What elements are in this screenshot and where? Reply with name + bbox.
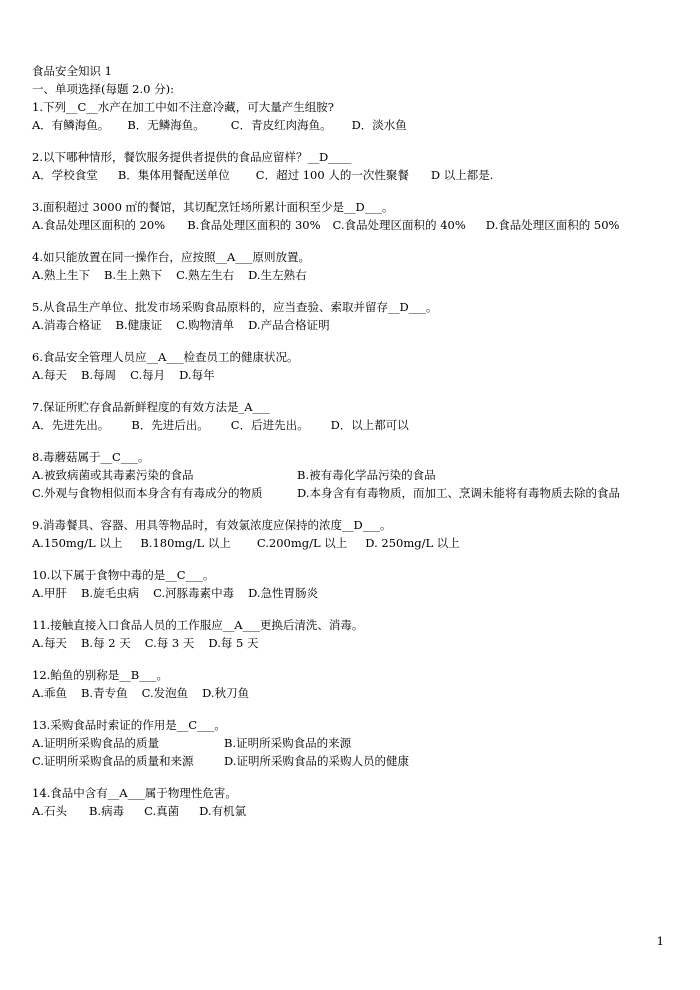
question-stem: 13.采购食品时索证的作用是__C___。 bbox=[32, 718, 226, 732]
option: B.青专鱼 bbox=[80, 686, 128, 700]
question-stem: 1.下列__C__水产在加工中如不注意冷藏，可大量产生组胺? bbox=[32, 100, 334, 114]
option: B．集体用餐配送单位 bbox=[117, 168, 230, 182]
option: A.甲肝 bbox=[32, 586, 67, 600]
option-row bbox=[32, 802, 672, 820]
option-row bbox=[32, 216, 672, 234]
option: C．超过 100 人的一次性聚餐 bbox=[255, 168, 409, 182]
option: C.200mg/L 以上 bbox=[256, 536, 348, 550]
question-stem: 4.如只能放置在同一操作台，应按照__A___原则放置。 bbox=[32, 250, 311, 264]
option: C.每月 bbox=[130, 368, 166, 382]
question bbox=[32, 298, 672, 334]
option: B.每周 bbox=[80, 368, 117, 382]
question-stem: 6.食品安全管理人员应__A___检查员工的健康状况。 bbox=[32, 350, 299, 364]
question bbox=[32, 616, 672, 652]
question bbox=[32, 516, 672, 552]
question-stem: 2.以下哪种情形，餐饮服务提供者提供的食品应留样？__D____ bbox=[32, 150, 352, 164]
option: D.每年 bbox=[179, 368, 215, 382]
document-page bbox=[32, 62, 672, 834]
option: C.发泡鱼 bbox=[141, 686, 189, 700]
question bbox=[32, 448, 672, 502]
option: B.每 2 天 bbox=[80, 636, 131, 650]
question bbox=[32, 398, 672, 434]
option: D.秋刀鱼 bbox=[202, 686, 250, 700]
option-row bbox=[32, 116, 672, 134]
question bbox=[32, 716, 672, 770]
option: D.每 5 天 bbox=[208, 636, 259, 650]
option: B.180mg/L 以上 bbox=[140, 536, 231, 550]
option-row bbox=[32, 534, 672, 552]
option: C.购物清单 bbox=[176, 318, 235, 332]
option: A.食品处理区面积的 20% bbox=[32, 218, 166, 232]
option: B.旋毛虫病 bbox=[80, 586, 140, 600]
question-stem: 5.从食品生产单位、批发市场采购食品原料的，应当查验、索取并留存__D___。 bbox=[32, 300, 438, 314]
question-stem: 11.接触直接入口食品人员的工作服应__A___更换后清洗、消毒。 bbox=[32, 618, 364, 632]
page-number: 1 bbox=[656, 934, 664, 948]
option: B．先进后出。 bbox=[131, 418, 209, 432]
option: B.病毒 bbox=[88, 804, 125, 818]
question bbox=[32, 566, 672, 602]
option: D. 250mg/L 以上 bbox=[365, 536, 460, 550]
question-stem: 7.保证所贮存食品新鲜程度的有效方法是_A___ bbox=[32, 400, 270, 414]
option: C．后进先出。 bbox=[230, 418, 309, 432]
option: A.乖鱼 bbox=[32, 686, 67, 700]
option: A．有鳞海鱼。 bbox=[32, 118, 110, 132]
question-stem: 14.食品中含有__A___属于物理性危害。 bbox=[32, 786, 237, 800]
option-row bbox=[32, 484, 672, 502]
option-row bbox=[32, 684, 672, 702]
option: C.河豚毒素中毒 bbox=[153, 586, 235, 600]
option: D.生左熟右 bbox=[248, 268, 307, 282]
question bbox=[32, 198, 672, 234]
question bbox=[32, 348, 672, 384]
option: A.每天 bbox=[32, 368, 67, 382]
option: D.证明所采购食品的采购人员的健康 bbox=[224, 754, 409, 768]
option-row bbox=[32, 584, 672, 602]
option: A.被致病菌或其毒素污染的食品 bbox=[32, 468, 194, 482]
option: A.消毒合格证 bbox=[32, 318, 102, 332]
question bbox=[32, 98, 672, 134]
option: D.本身含有有毒物质，而加工、烹调未能将有毒物质去除的食品 bbox=[297, 486, 620, 500]
section-heading: 一、单项选择(每题 2.0 分): bbox=[32, 82, 174, 96]
option: C.每 3 天 bbox=[144, 636, 195, 650]
question-stem: 10.以下属于食物中毒的是__C___。 bbox=[32, 568, 215, 582]
option: D．淡水鱼 bbox=[351, 118, 407, 132]
option-row bbox=[32, 416, 672, 434]
option: A．学校食堂 bbox=[32, 168, 98, 182]
option: C.外观与食物相似而本身含有有毒成分的物质 bbox=[32, 486, 263, 500]
option: B.被有毒化学品污染的食品 bbox=[297, 468, 436, 482]
option: A.每天 bbox=[32, 636, 67, 650]
option: A.150mg/L 以上 bbox=[32, 536, 123, 550]
option-row bbox=[32, 166, 672, 184]
question bbox=[32, 148, 672, 184]
document-title: 食品安全知识 1 bbox=[32, 64, 112, 78]
question-stem: 3.面积超过 3000 ㎡的餐馆，其切配烹饪场所累计面积至少是__D___。 bbox=[32, 200, 394, 214]
question-stem: 9.消毒餐具、容器、用具等物品时，有效氯浓度应保持的浓度__D___。 bbox=[32, 518, 392, 532]
option: B.食品处理区面积的 30% bbox=[187, 218, 321, 232]
option: A.熟上生下 bbox=[32, 268, 90, 282]
option: B.健康证 bbox=[115, 318, 163, 332]
option: A.石头 bbox=[32, 804, 67, 818]
option: D 以上都是. bbox=[430, 168, 494, 182]
option-row bbox=[32, 752, 672, 770]
option: C.食品处理区面积的 40% bbox=[332, 218, 466, 232]
option-row bbox=[32, 266, 672, 284]
question-stem: 8.毒蘑菇属于__C___。 bbox=[32, 450, 150, 464]
option: B．无鳞海鱼。 bbox=[127, 118, 205, 132]
option: B.生上熟下 bbox=[103, 268, 163, 282]
option: D．以上都可以 bbox=[330, 418, 409, 432]
option-row bbox=[32, 634, 672, 652]
question bbox=[32, 666, 672, 702]
question-stem: 12.鲐鱼的别称是__B___。 bbox=[32, 668, 168, 682]
option: B.证明所采购食品的来源 bbox=[224, 736, 352, 750]
option: A.证明所采购食品的质量 bbox=[32, 736, 159, 750]
option-row bbox=[32, 734, 672, 752]
option: D.食品处理区面积的 50% bbox=[485, 218, 620, 232]
option: C.证明所采购食品的质量和来源 bbox=[32, 754, 194, 768]
question bbox=[32, 248, 672, 284]
option-row bbox=[32, 466, 672, 484]
option: C．青皮红肉海鱼。 bbox=[230, 118, 332, 132]
option: C.熟左生右 bbox=[176, 268, 235, 282]
option: D.产品合格证明 bbox=[248, 318, 330, 332]
option-row bbox=[32, 366, 672, 384]
option: C.真菌 bbox=[144, 804, 180, 818]
option-row bbox=[32, 316, 672, 334]
option: D.急性胃肠炎 bbox=[248, 586, 319, 600]
question bbox=[32, 784, 672, 820]
option: A．先进先出。 bbox=[32, 418, 110, 432]
option: D.有机氯 bbox=[199, 804, 247, 818]
